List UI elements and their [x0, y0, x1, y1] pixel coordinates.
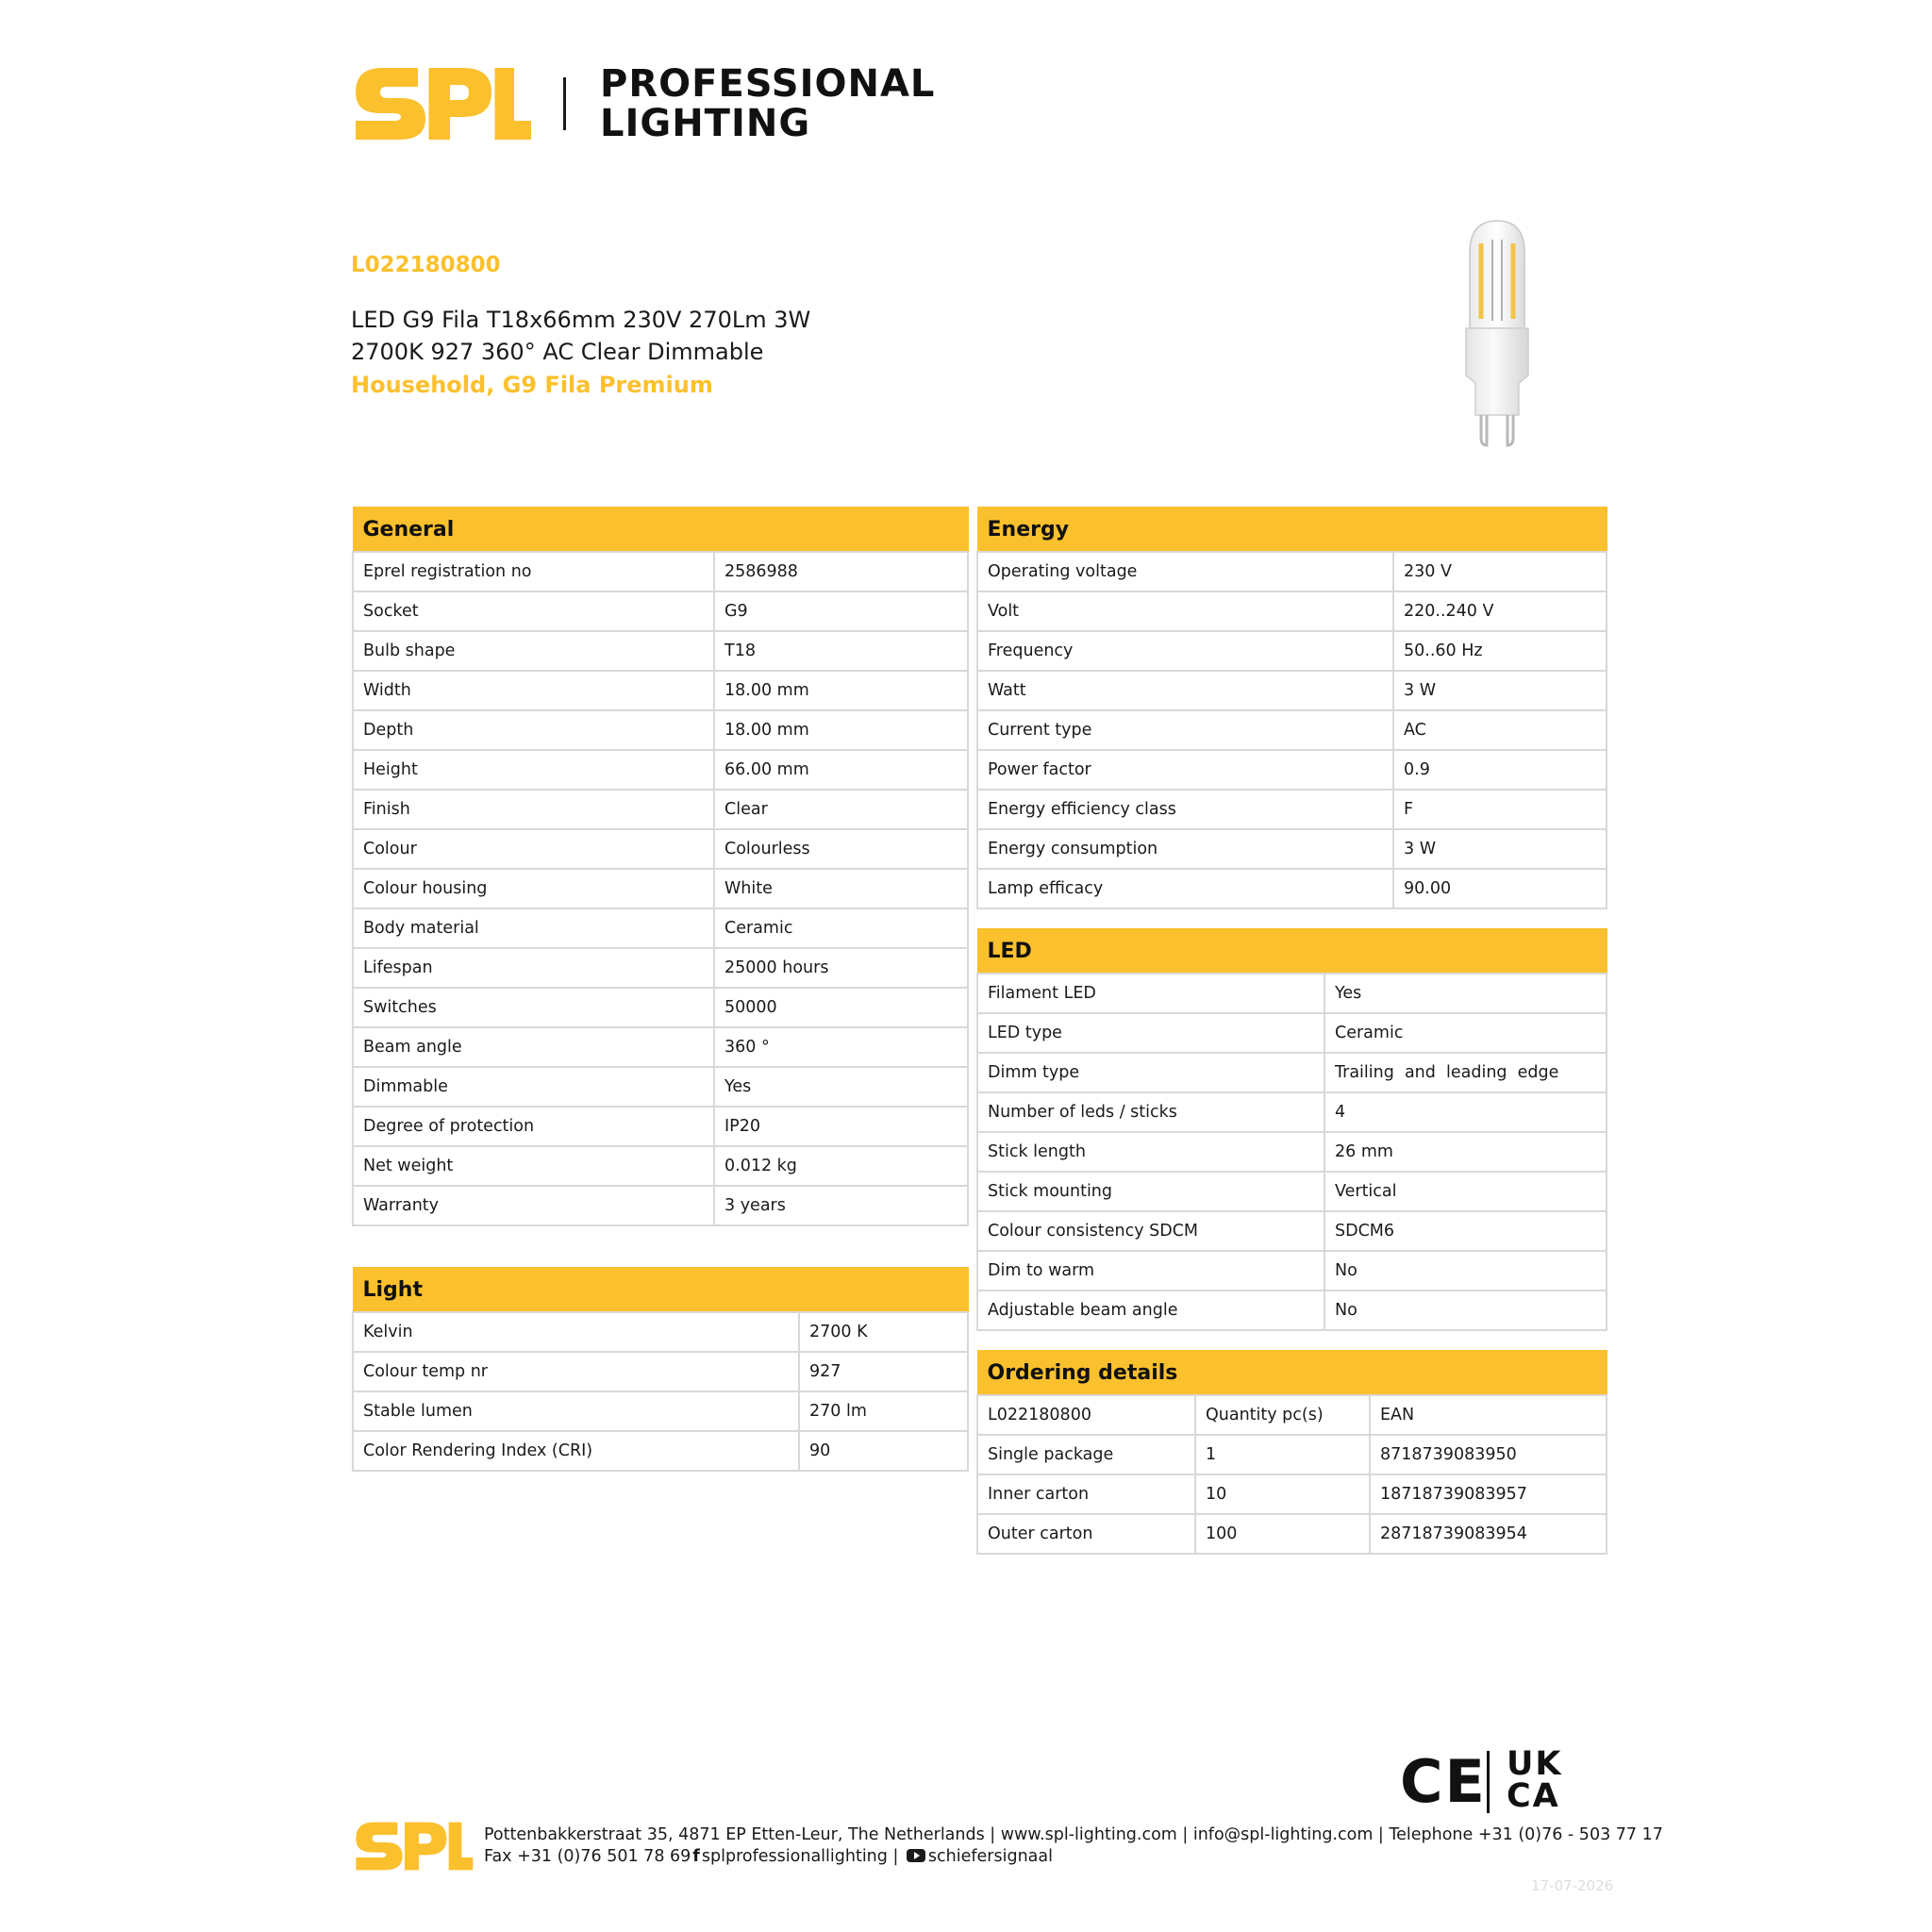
spec-label: Colour housing [353, 869, 714, 908]
spec-label: Stable lumen [353, 1391, 799, 1431]
table-row [353, 948, 968, 988]
ordering-table-title: Ordering details [977, 1351, 1607, 1396]
table-row [353, 790, 968, 829]
table-row [977, 1251, 1607, 1291]
order-cell: 1 [1195, 1435, 1370, 1474]
spec-value: 230 V [1393, 552, 1607, 591]
table-row [977, 710, 1607, 750]
spec-label: Lamp efficacy [977, 869, 1393, 908]
spec-label: Switches [353, 988, 714, 1027]
spec-label: Height [353, 750, 714, 790]
spec-label: Energy consumption [977, 829, 1393, 869]
spec-value: 4 [1324, 1092, 1607, 1132]
spec-label: Dimm type [977, 1053, 1324, 1092]
table-row [977, 1474, 1607, 1514]
spec-label: Number of leds / sticks [977, 1092, 1324, 1132]
brand-title-line1: PROFESSIONAL [600, 62, 936, 106]
table-row [977, 790, 1607, 829]
spec-value: Ceramic [1324, 1013, 1607, 1053]
spec-value: 270 lm [799, 1391, 968, 1431]
spec-value: 0.9 [1393, 750, 1607, 790]
table-row [353, 552, 968, 591]
spec-label: Adjustable beam angle [977, 1291, 1324, 1330]
spec-value: IP20 [714, 1107, 968, 1146]
table-row [977, 552, 1607, 591]
table-row [353, 1391, 968, 1431]
spec-label: Warranty [353, 1186, 714, 1225]
spec-value: Yes [1324, 974, 1607, 1013]
spec-label: Frequency [977, 631, 1393, 671]
spec-value: 66.00 mm [714, 750, 968, 790]
table-row [977, 1172, 1607, 1211]
table-row [977, 1092, 1607, 1132]
spec-value: 3 W [1393, 671, 1607, 710]
order-cell: 100 [1195, 1514, 1370, 1554]
footer-contact [484, 1847, 1053, 1866]
table-row [353, 1312, 968, 1352]
header-divider [563, 77, 566, 130]
spec-value: 3 years [714, 1186, 968, 1225]
order-cell: 10 [1195, 1474, 1370, 1514]
table-row [353, 1186, 968, 1225]
table-row [353, 591, 968, 631]
spec-value: Colourless [714, 829, 968, 869]
order-cell: EAN [1370, 1395, 1607, 1435]
spec-value: 50..60 Hz [1393, 631, 1607, 671]
spec-value: T18 [714, 631, 968, 671]
spl-logo [352, 64, 531, 143]
footer-facebook: splprofessionallighting | [701, 1847, 899, 1866]
product-description-line1: LED G9 Fila T18x66mm 230V 270Lm 3W [351, 307, 811, 333]
spec-value: No [1324, 1291, 1607, 1330]
spec-label: Finish [353, 790, 714, 829]
energy-table-title: Energy [977, 508, 1607, 553]
spec-value: 2586988 [714, 552, 968, 591]
spec-value: F [1393, 790, 1607, 829]
spec-label: Degree of protection [353, 1107, 714, 1146]
spec-value: 18.00 mm [714, 671, 968, 710]
table-row [353, 710, 968, 750]
table-row [977, 631, 1607, 671]
footer-fax: Fax +31 (0)76 501 78 69 [484, 1847, 691, 1866]
general-table-title: General [353, 508, 968, 553]
spec-value: Vertical [1324, 1172, 1607, 1211]
spec-value: 90 [799, 1431, 968, 1471]
spec-label: Filament LED [977, 974, 1324, 1013]
spec-label: Dim to warm [977, 1251, 1324, 1291]
spec-value: Trailing and leading edge [1324, 1053, 1607, 1092]
spec-label: Volt [977, 591, 1393, 631]
spec-value: 18.00 mm [714, 710, 968, 750]
table-row [977, 1435, 1607, 1474]
spec-label: Net weight [353, 1146, 714, 1186]
order-cell: 28718739083954 [1370, 1514, 1607, 1554]
spec-value: 2700 K [799, 1312, 968, 1352]
spec-value: 360 ° [714, 1027, 968, 1067]
spec-label: Stick mounting [977, 1172, 1324, 1211]
spec-value: 26 mm [1324, 1132, 1607, 1172]
table-row [977, 1211, 1607, 1251]
spec-label: Current type [977, 710, 1393, 750]
table-row [977, 1291, 1607, 1330]
spec-label: Socket [353, 591, 714, 631]
spec-label: Color Rendering Index (CRI) [353, 1431, 799, 1471]
spec-label: Operating voltage [977, 552, 1393, 591]
spec-label: Energy efficiency class [977, 790, 1393, 829]
light-table [352, 1267, 969, 1472]
spec-label: Colour [353, 829, 714, 869]
ukca-line2: CA [1507, 1777, 1560, 1815]
spec-label: Watt [977, 671, 1393, 710]
product-code: L022180800 [351, 253, 501, 277]
ordering-table [976, 1350, 1607, 1555]
table-row [977, 591, 1607, 631]
spec-label: Eprel registration no [353, 552, 714, 591]
table-row [977, 829, 1607, 869]
product-description [351, 304, 841, 368]
spec-value: 90.00 [1393, 869, 1607, 908]
brand-title-line2: LIGHTING [600, 102, 811, 145]
spec-value: G9 [714, 591, 968, 631]
spec-label: Colour consistency SDCM [977, 1211, 1324, 1251]
led-table [976, 928, 1607, 1331]
spec-label: Lifespan [353, 948, 714, 988]
ukca-line1: UK [1507, 1745, 1563, 1783]
document-date: 17-07-2026 [1531, 1877, 1614, 1894]
table-row [353, 671, 968, 710]
youtube-icon [907, 1849, 925, 1862]
light-table-title: Light [353, 1268, 968, 1313]
table-row [353, 631, 968, 671]
table-row [353, 750, 968, 790]
spec-value: 50000 [714, 988, 968, 1027]
table-row [353, 908, 968, 948]
spec-label: Dimmable [353, 1067, 714, 1107]
footer-address: Pottenbakkerstraat 35, 4871 EP Etten-Leur, The Netherlands | www.spl-lighting.com | info@spl-lighting.com | Telephone +31 (0)76 - 503 77 17 [484, 1825, 1663, 1844]
table-row [353, 829, 968, 869]
table-row [977, 1514, 1607, 1554]
table-row [977, 750, 1607, 790]
marks-divider [1487, 1751, 1490, 1813]
table-row [977, 1132, 1607, 1172]
order-cell: Single package [977, 1435, 1195, 1474]
order-cell: Inner carton [977, 1474, 1195, 1514]
spec-label: Power factor [977, 750, 1393, 790]
table-row [353, 1067, 968, 1107]
order-cell: Quantity pc(s) [1195, 1395, 1370, 1435]
spec-value: AC [1393, 710, 1607, 750]
spec-value: 0.012 kg [714, 1146, 968, 1186]
spec-label: Width [353, 671, 714, 710]
table-row [353, 1146, 968, 1186]
spec-value: SDCM6 [1324, 1211, 1607, 1251]
spec-value: 220..240 V [1393, 591, 1607, 631]
order-cell: Outer carton [977, 1514, 1195, 1554]
table-row [977, 1053, 1607, 1092]
spec-value: Yes [714, 1067, 968, 1107]
spec-value: Ceramic [714, 908, 968, 948]
table-row [353, 869, 968, 908]
product-description-line2: 2700K 927 360° AC Clear Dimmable [351, 339, 764, 365]
facebook-icon: f [692, 1847, 700, 1866]
energy-table [976, 507, 1607, 909]
table-row [977, 1395, 1607, 1435]
spec-value: White [714, 869, 968, 908]
table-row [353, 1352, 968, 1391]
spec-value: Clear [714, 790, 968, 829]
footer-youtube: schiefersignaal [927, 1847, 1053, 1866]
spec-label: Body material [353, 908, 714, 948]
table-row [353, 1107, 968, 1146]
order-cell: 18718739083957 [1370, 1474, 1607, 1514]
table-row [977, 869, 1607, 908]
spec-label: Depth [353, 710, 714, 750]
product-category: Household, G9 Fila Premium [351, 372, 713, 398]
table-row [353, 1431, 968, 1471]
spec-label: Kelvin [353, 1312, 799, 1352]
order-cell: 8718739083950 [1370, 1435, 1607, 1474]
led-table-title: LED [977, 929, 1607, 974]
spec-value: 3 W [1393, 829, 1607, 869]
spec-value: No [1324, 1251, 1607, 1291]
spec-label: Beam angle [353, 1027, 714, 1067]
ce-mark: CE [1400, 1747, 1487, 1816]
spec-value: 927 [799, 1352, 968, 1391]
product-image [1453, 215, 1541, 451]
table-row [977, 974, 1607, 1013]
spec-label: Stick length [977, 1132, 1324, 1172]
order-cell: L022180800 [977, 1395, 1195, 1435]
ukca-mark [1507, 1745, 1563, 1815]
footer-spl-logo [351, 1820, 475, 1873]
table-row [353, 1027, 968, 1067]
table-row [353, 988, 968, 1027]
spec-label: LED type [977, 1013, 1324, 1053]
table-row [977, 1013, 1607, 1053]
spec-label: Bulb shape [353, 631, 714, 671]
spec-value: 25000 hours [714, 948, 968, 988]
spec-label: Colour temp nr [353, 1352, 799, 1391]
table-row [977, 671, 1607, 710]
general-table [352, 507, 969, 1226]
